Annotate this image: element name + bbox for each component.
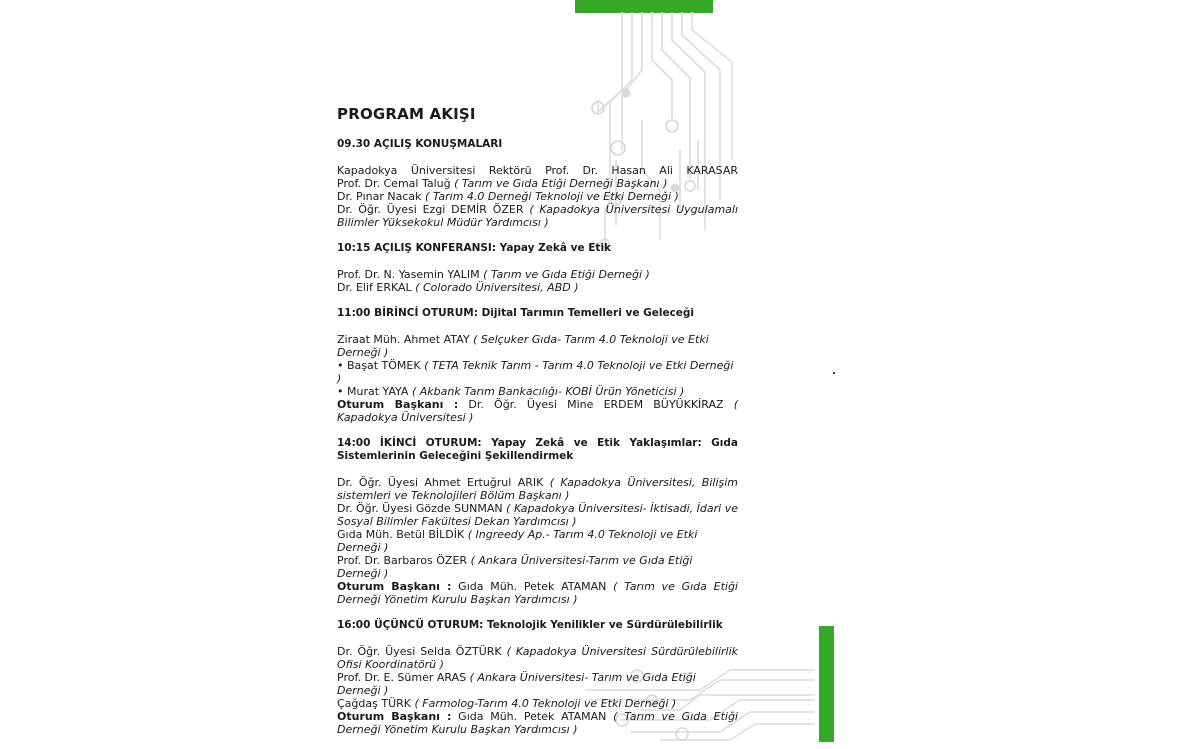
session-chair-label: Oturum Başkanı : [337, 580, 452, 593]
session-chair-label: Oturum Başkanı : [337, 710, 452, 723]
section-heading: 09.30 AÇILIŞ KONUŞMALARI [337, 138, 503, 150]
session-opening-conference [337, 242, 738, 294]
session-chair-entry [337, 398, 738, 424]
section-heading: 16:00 ÜÇÜNCÜ OTURUM: Teknolojik Yenilikler ve Sürdürülebilirlik [337, 619, 723, 631]
speaker-entry [337, 476, 738, 502]
speaker-role: ( Kapadokya Üniversitesi Sürdürülebilirlik Ofisi Koordinatörü ) [337, 645, 739, 671]
green-accent-bar-right [819, 626, 834, 742]
section-heading: 14:00 İKİNCİ OTURUM: Yapay Zekâ ve Etik Yaklaşımlar: Gıda Sistemlerinin Geleceğini Şekillendirmek [337, 437, 738, 462]
speaker-name: • Başat TÖMEK [337, 359, 421, 372]
speaker-entry [337, 671, 738, 697]
speaker-role: ( Ingreedy Ap.- Tarım 4.0 Teknoloji ve Etki Derneği ) [337, 528, 698, 554]
program-content [337, 104, 738, 749]
speaker-role: ( Kapadokya Üniversitesi- İktisadi, İdari ve Sosyal Bilimler Fakültesi Dekan Yardımcısı ) [337, 502, 738, 528]
speaker-name: Çağdaş TÜRK [337, 697, 411, 710]
speaker-entry [337, 177, 738, 190]
speaker-role: ( Tarım ve Gıda Etiği Derneği ) [483, 268, 650, 281]
speaker-entry [337, 203, 738, 229]
speaker-name: Kapadokya Üniversitesi Rektörü Prof. Dr. Hasan Ali KARASAR [337, 164, 738, 177]
speaker-role: ( Kapadokya Üniversitesi, Bilişim sistemleri ve Teknolojileri Bölüm Başkanı ) [337, 476, 739, 502]
speaker-entry [337, 502, 738, 528]
speaker-role: ( Tarım ve Gıda Etiği Derneği Yönetim Kurulu Başkan Yardımcısı ) [337, 580, 738, 606]
speaker-name: Dr. Öğr. Üyesi Gözde SUNMAN [337, 502, 503, 515]
speaker-role: ( Colorado Üniversitesi, ABD ) [415, 281, 579, 294]
speaker-name: Dr. Öğr. Üyesi Ezgi DEMİR ÖZER [337, 203, 524, 216]
speaker-entry [337, 645, 738, 671]
speaker-entry [337, 190, 738, 203]
speaker-role: ( Tarım ve Gıda Etiği Derneği Başkanı ) [454, 177, 668, 190]
speaker-entry [337, 164, 738, 177]
speaker-list [337, 645, 738, 736]
session-opening-speeches [337, 138, 738, 229]
speaker-name: Prof. Dr. Cemal Taluğ [337, 177, 451, 190]
session-second [337, 437, 738, 606]
speaker-name: Prof. Dr. N. Yasemin YALIM [337, 268, 480, 281]
page-title: PROGRAM AKIŞI [337, 105, 476, 123]
section-heading: 10:15 AÇILIŞ KONFERANSI: Yapay Zekâ ve Etik [337, 242, 612, 254]
speaker-name: Ziraat Müh. Ahmet ATAY [337, 333, 470, 346]
speaker-name: Prof. Dr. Barbaros ÖZER [337, 554, 468, 567]
speaker-name: Gıda Müh. Petek ATAMAN [458, 710, 607, 723]
session-first [337, 307, 738, 424]
speaker-role: ( TETA Teknik Tarım - Tarım 4.0 Teknoloji ve Etki Derneği ) [337, 359, 734, 385]
speaker-list [337, 268, 738, 294]
speaker-entry [337, 697, 738, 710]
speaker-role: ( Farmolog-Tarım 4.0 Teknoloji ve Etki Derneği ) [414, 697, 677, 710]
session-chair-entry [337, 580, 738, 606]
speaker-entry [337, 359, 738, 385]
speaker-list [337, 476, 738, 606]
speaker-role: ( Selçuker Gıda- Tarım 4.0 Teknoloji ve Etki Derneği ) [337, 333, 709, 359]
speaker-name: • Murat YAYA [337, 385, 409, 398]
speaker-name: Gıda Müh. Betül BİLDİK [337, 528, 465, 541]
section-heading: 11:00 BİRİNCİ OTURUM: Dijital Tarımın Temelleri ve Geleceği [337, 307, 695, 319]
speaker-role: ( Ankara Üniversitesi-Tarım ve Gıda Etiği Derneği ) [337, 554, 693, 580]
speaker-list [337, 164, 738, 229]
speaker-list [337, 333, 738, 424]
session-chair-label: Oturum Başkanı : [337, 398, 459, 411]
speaker-role: ( Ankara Üniversitesi- Tarım ve Gıda Etiği Derneği ) [337, 671, 696, 697]
speaker-name: Dr. Öğr. Üyesi Mine ERDEM BÜYÜKKİRAZ [468, 398, 724, 411]
speaker-role: ( Kapadokya Üniversitesi ) [337, 398, 738, 424]
speaker-entry [337, 281, 738, 294]
speaker-name: Dr. Öğr. Üyesi Ahmet Ertuğrul ARIK [337, 476, 544, 489]
speaker-role: ( Tarım ve Gıda Etiği Derneği Yönetim Kurulu Başkan Yardımcısı ) [337, 710, 738, 736]
speaker-role: ( Akbank Tarım Bankacılığı- KOBİ Ürün Yöneticisi ) [411, 385, 685, 398]
speaker-role: ( Tarım 4.0 Derneği Teknoloji ve Etki Derneği ) [425, 190, 679, 203]
speaker-entry [337, 268, 738, 281]
speaker-entry [337, 528, 738, 554]
speaker-entry [337, 385, 738, 398]
speaker-name: Dr. Öğr. Üyesi Selda ÖZTÜRK [337, 645, 502, 658]
speaker-name: Gıda Müh. Petek ATAMAN [458, 580, 607, 593]
speaker-entry [337, 333, 738, 359]
session-chair-entry [337, 710, 738, 736]
speaker-name: Dr. Pınar Nacak [337, 190, 422, 203]
speaker-name: Prof. Dr. E. Sümer ARAS [337, 671, 467, 684]
speaker-entry [337, 554, 738, 580]
session-third [337, 619, 738, 736]
speaker-role: ( Kapadokya Üniversitesi Uygulamalı Bilimler Yüksekokul Müdür Yardımcısı ) [337, 203, 739, 229]
stray-dot [833, 372, 835, 374]
speaker-name: Dr. Elif ERKAL [337, 281, 412, 294]
